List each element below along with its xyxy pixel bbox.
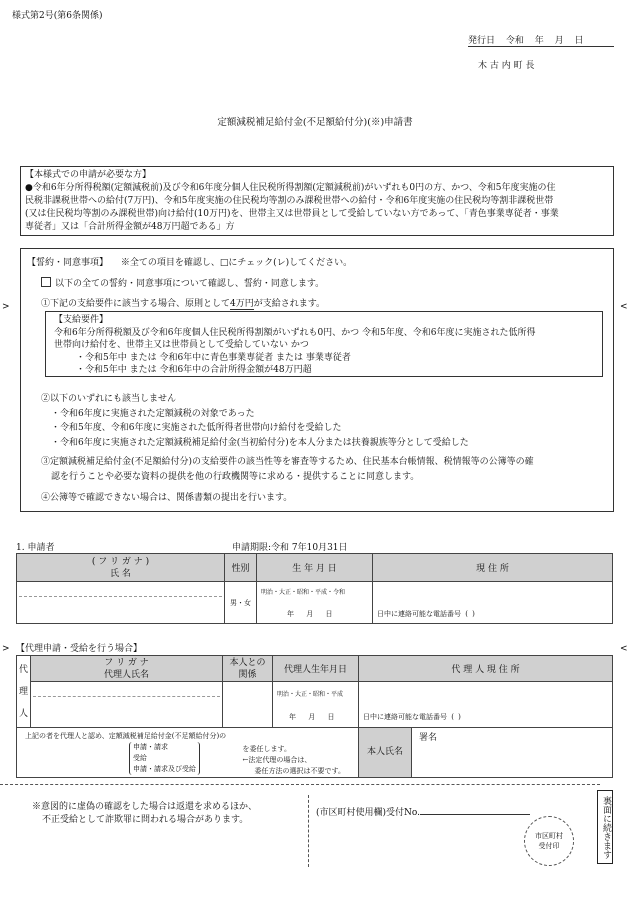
footer-divider	[308, 795, 310, 867]
delegation-cell-2	[242, 728, 359, 778]
office-use: (市区町村使用欄)受付No.	[316, 805, 530, 818]
birthdate-field[interactable]: 明治・大正・昭和・平成・令和 年 月 日	[257, 582, 373, 624]
left-fold-mark-2: >	[2, 644, 10, 654]
required-heading: 【本様式での申請が必要な方】	[25, 170, 152, 180]
issue-date: 発行日 令和 年 月 日	[468, 33, 614, 47]
delegation-options[interactable]	[129, 742, 200, 775]
option-apply[interactable]: 申請・請求	[133, 743, 168, 751]
required-line: 専従者」又は「合計所得金額が48万円超である」方	[25, 222, 235, 232]
required-line: (又は住民税均等割のみ課税世帯)向け給付(10万円)を、世帯主又は世帯員として受給していない方であって、「青色事業専従者・事業	[25, 209, 559, 219]
proxy-side-label: 代 理 人	[17, 656, 31, 728]
reception-stamp: 市区町村 受付印	[524, 816, 574, 866]
applicant-name-header: ( フ リ ガ ナ ) 氏 名	[17, 554, 225, 582]
required-applicants-box	[20, 166, 614, 236]
applicant-section-label: 1. 申請者	[16, 540, 60, 554]
requirements-line: ・令和5年中 または 令和6年中の合計所得金額が48万円超	[76, 365, 312, 375]
fraud-warning: ※意図的に虚偽の確認をした場合は返還を求めるほか、 不正受給として詐欺罪に問われる場合があります。	[32, 802, 258, 825]
birthdate-header: 生 年 月 日	[257, 554, 373, 582]
pledge-checkbox[interactable]	[41, 277, 51, 287]
legal-note-1: ←法定代理の場合は、	[242, 756, 312, 764]
applicant-phone: 日中に連絡可能な電話番号 ( )	[377, 610, 475, 618]
proxy-name-header: フ リ ガ ナ 代理人氏名	[31, 656, 223, 682]
application-deadline: 申請期限:令和 7年10月31日	[232, 540, 348, 554]
proxy-address-header: 代 理 人 現 住 所	[359, 656, 613, 682]
relation-header: 本人との 関係	[223, 656, 273, 682]
proxy-heading: 【代理申請・受給を行う場合】	[16, 644, 143, 654]
applicant-name-field[interactable]	[17, 582, 225, 624]
proxy-phone: 日中に連絡可能な電話番号 ( )	[363, 713, 461, 721]
pledge-item-1: ①下記の支給要件に該当する場合、原則として4万円が支給されます。	[41, 299, 326, 309]
address-field[interactable]	[373, 582, 613, 624]
gender-header: 性別	[225, 554, 257, 582]
option-apply-and-receive[interactable]: 申請・請求及び受給	[133, 765, 196, 773]
proxy-name-field[interactable]	[31, 682, 223, 728]
requirements-line: ・令和5年中 または 令和6年中に青色事業専従者 または 事業専従者	[76, 352, 351, 363]
requirements-heading: 【支給要件】	[54, 315, 109, 325]
delegation-text: 上記の者を代理人と認め、定額減税補足給付金(不足額給付分)の	[25, 732, 227, 740]
right-fold-mark: <	[620, 302, 628, 312]
principal-signature-cell[interactable]	[359, 728, 613, 778]
principal-name-label: 本人氏名	[359, 728, 412, 777]
pledge-heading: 【誓約・同意事項】	[27, 258, 109, 268]
required-line: ●令和6年分所得税額(定額減税前)及び令和6年度分個人住民税所得割額(定額減税前)がいずれも0円の方、かつ、令和5年度実施の住	[25, 183, 556, 193]
signature-label: 署名	[419, 733, 438, 743]
addressee: 木 古 内 町 長	[478, 61, 535, 71]
pledge-amount: 4万円	[230, 299, 254, 309]
address-header: 現 住 所	[373, 554, 613, 582]
requirements-box	[45, 311, 603, 377]
proxy-birthdate-header: 代理人生年月日	[273, 656, 359, 682]
proxy-birthdate-field[interactable]: 明治・大正・昭和・平成 年 月 日	[273, 682, 359, 728]
proxy-address-field[interactable]	[359, 682, 613, 728]
delegation-cell	[17, 728, 273, 778]
required-line: 民税非課税世帯への給付(7万円)、令和5年度実施の住民税均等割のみ課税世帯への給付・令和6年度実施の住民税均等割非課税世帯	[25, 196, 554, 206]
pledge-note: ※全ての項目を確認し、□にチェック(レ)してください。	[120, 258, 353, 268]
pledge-item-4: ④公簿等で確認できない場合は、関係書類の提出を行います。	[41, 493, 293, 503]
page-title: 定額減税補足給付金(不足額給付分)(※)申請書	[217, 117, 413, 128]
pledge-box	[20, 248, 614, 512]
relation-field[interactable]	[223, 682, 273, 728]
cut-line	[0, 784, 600, 785]
requirements-line: 令和6年分所得税額及び令和6年度個人住民税所得割額がいずれも0円、かつ 令和5年度、令和6年度に実施された低所得	[54, 327, 536, 338]
pledge-consent-row[interactable]	[41, 276, 324, 289]
requirements-line: 世帯向け給付を、世帯主又は世帯員として受給していない かつ	[54, 340, 309, 350]
proxy-table	[16, 655, 613, 778]
right-fold-mark-2: <	[620, 644, 628, 654]
continue-on-back: 裏面に続きます	[597, 790, 613, 864]
applicant-table	[16, 553, 613, 624]
pledge-item-3: ③定額減税補足給付金(不足額給付分)の支給要件の該当性等を審査等するため、住民基本台帳情報、税情報等の公簿等の確 認を行うことや必要な資料の提供を他の行政機関等に求める・提供することに同意します。	[41, 457, 534, 482]
left-fold-mark: >	[2, 302, 10, 312]
form-number: 様式第2号(第6条関係)	[12, 11, 103, 21]
pledge-item-2: ②以下のいずれにも該当しません ・令和6年度に実施された定額減税の対象であった ・令和5年度、令和6年度に実施された低所得者世帯向け給付を受給した ・令和6年度に実施された定額減税補足給付金(当初給付分)を本人分または扶養親族等分として受給した	[41, 394, 469, 448]
delegate-text: を委任します。	[242, 745, 291, 753]
pledge-checkbox-label: 以下の全ての誓約・同意事項について確認し、誓約・同意します。	[55, 279, 325, 289]
legal-note-2: 委任方法の選択は不要です。	[254, 767, 345, 775]
option-receive[interactable]: 受給	[133, 754, 147, 762]
gender-field[interactable]: 男・女	[225, 582, 257, 624]
